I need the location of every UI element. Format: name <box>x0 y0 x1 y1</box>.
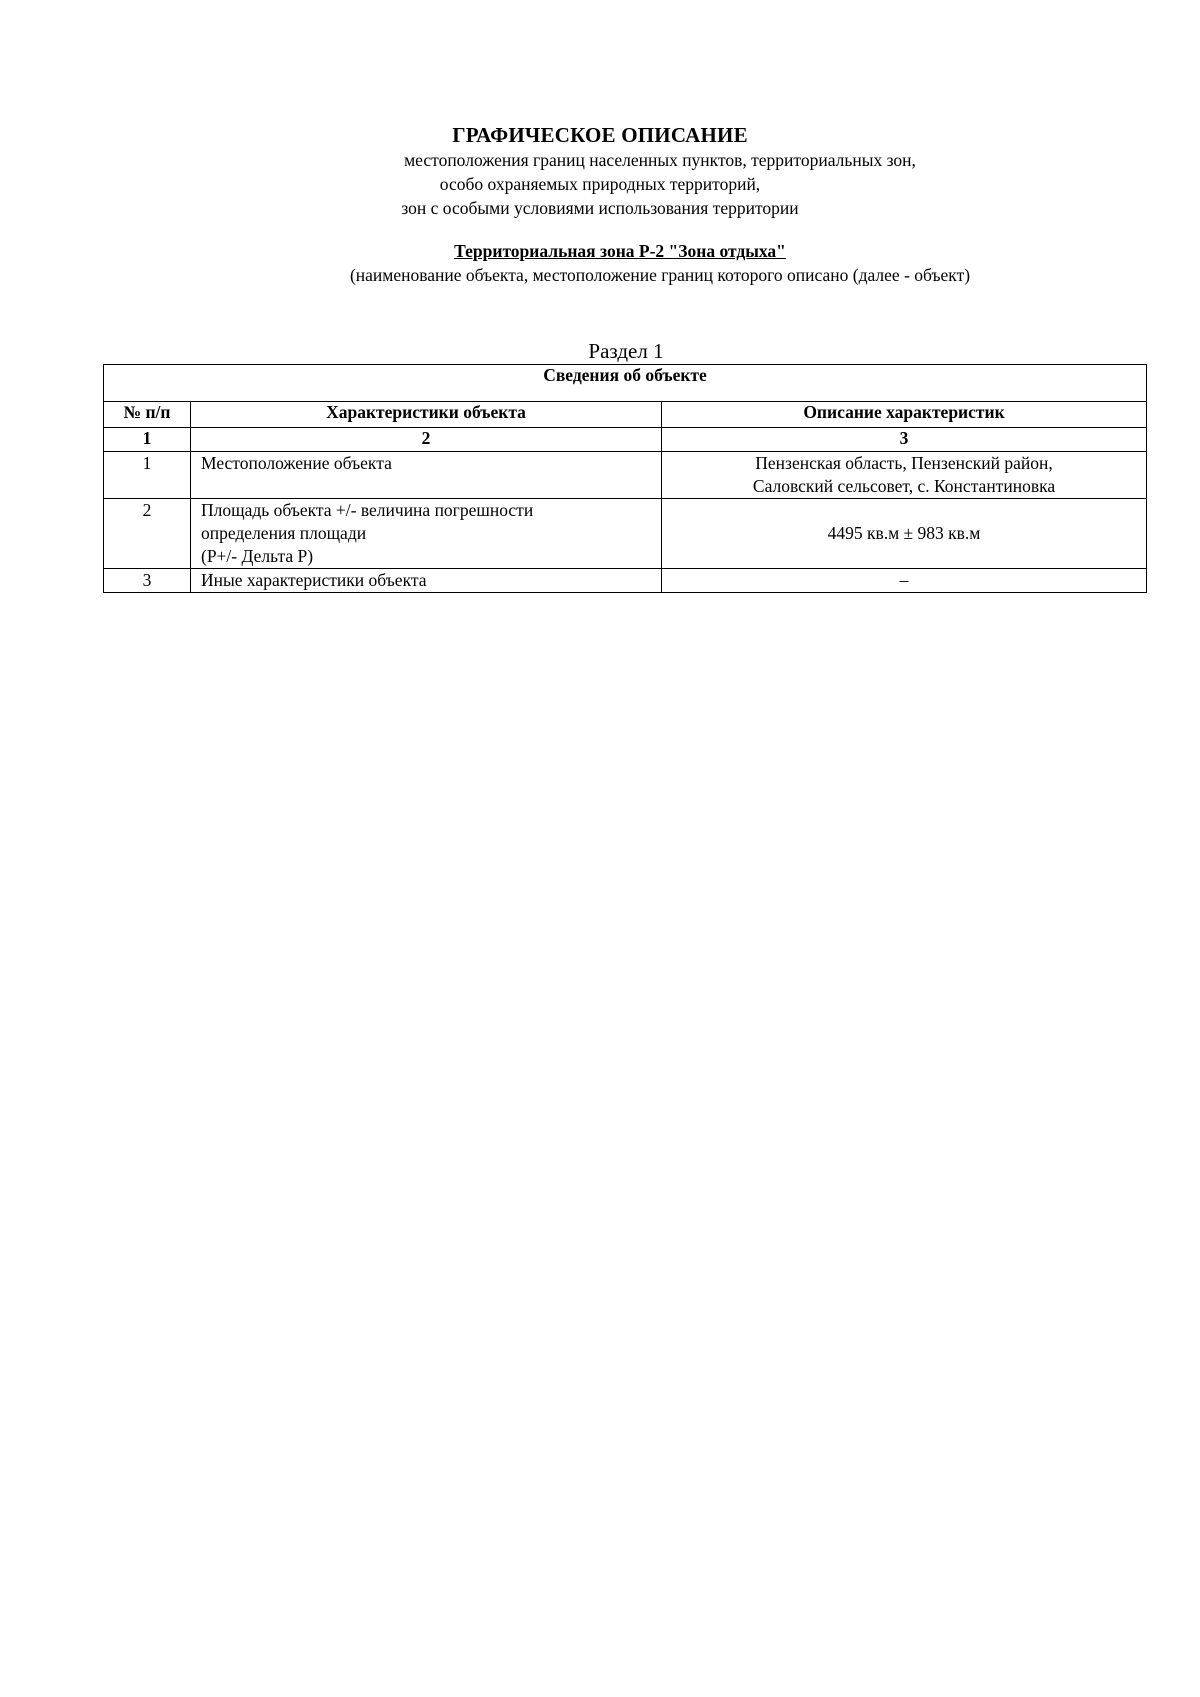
row-description <box>662 569 1147 593</box>
row-description <box>662 499 1147 569</box>
header-num: № п/п <box>104 402 191 428</box>
document-title: ГРАФИЧЕСКОЕ ОПИСАНИЕ <box>452 123 748 147</box>
row-characteristic-line: Местоположение объекта <box>201 453 392 473</box>
row-characteristic-line: определения площади <box>201 523 367 543</box>
row-description <box>662 452 1147 499</box>
row-description-line: – <box>899 570 909 590</box>
row-characteristic-line: (P+/- Дельта P) <box>201 546 314 566</box>
object-name: Территориальная зона Р-2 "Зона отдыха" <box>454 241 786 261</box>
subtitle-line-1: местоположения границ населенных пунктов, территориальных зон, <box>404 150 916 170</box>
row-num: 3 <box>104 569 191 593</box>
subtitle-line-2: особо охраняемых природных территорий, <box>439 174 761 194</box>
row-characteristic <box>191 499 662 569</box>
header-description: Описание характеристик <box>662 402 1147 428</box>
header-characteristic: Характеристики объекта <box>191 402 662 428</box>
column-number-1: 1 <box>104 428 191 452</box>
table-row <box>104 452 1147 499</box>
row-characteristic-line: Иные характеристики объекта <box>201 570 427 590</box>
row-num: 1 <box>104 452 191 499</box>
object-note: (наименование объекта, местоположение границ которого описано (далее - объект) <box>349 265 971 285</box>
table-caption: Сведения об объекте <box>104 365 1147 402</box>
row-description-line: Пензенская область, Пензенский район, <box>755 453 1053 473</box>
row-characteristic-line: Площадь объекта +/- величина погрешности <box>201 500 534 520</box>
table-row <box>104 569 1147 593</box>
row-characteristic <box>191 452 662 499</box>
table-row <box>104 499 1147 569</box>
row-num: 2 <box>104 499 191 569</box>
row-description-line: 4495 кв.м ± 983 кв.м <box>827 523 981 543</box>
row-characteristic <box>191 569 662 593</box>
section-title: Раздел 1 <box>588 339 664 363</box>
subtitle-line-3: зон с особыми условиями использования территории <box>401 198 799 218</box>
row-description-line: Саловский сельсовет, с. Константиновка <box>752 476 1056 496</box>
column-number-3: 3 <box>662 428 1147 452</box>
object-info-table <box>103 364 1147 593</box>
column-number-2: 2 <box>191 428 662 452</box>
